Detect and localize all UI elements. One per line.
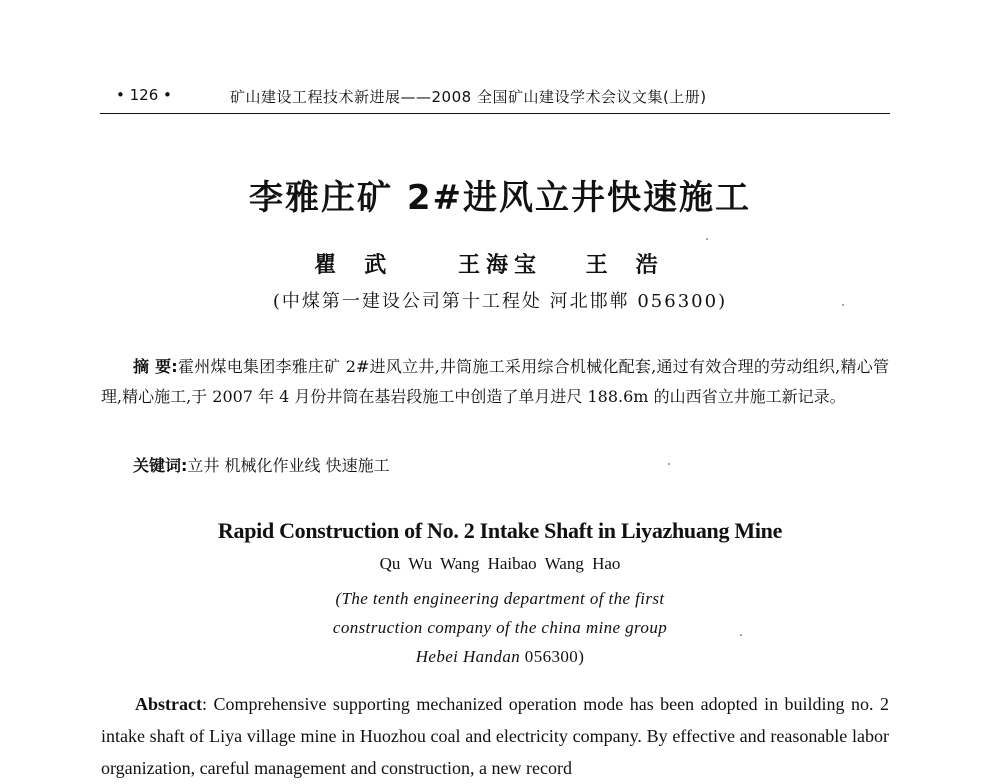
author-1-cn: 瞿武 (314, 252, 415, 278)
scan-speck (842, 304, 844, 306)
english-abstract-text: : Comprehensive supporting mechanized operation mode has been adopted in building no. 2 intake shaft of Liya village mine in Huozhou coal and electricity company. By effective and reasonable labor organization, careful management and construction, a new record (101, 694, 889, 778)
english-affiliation-line-1: (The tenth engineering department of the first (335, 589, 665, 608)
chinese-abstract-label: 摘 要: (133, 357, 178, 376)
header-rule (100, 113, 890, 114)
chinese-affiliation: (中煤第一建设公司第十工程处 河北邯郸 056300) (272, 291, 728, 312)
chinese-keywords-text: 立井 机械化作业线 快速施工 (187, 456, 390, 475)
chinese-authors (0, 248, 1000, 279)
english-abstract (101, 688, 889, 784)
author-3-cn: 王浩 (585, 252, 686, 278)
chinese-keywords (133, 453, 390, 476)
chinese-title: 李雅庄矿 2#进风立井快速施工 (249, 178, 751, 218)
english-affiliation-postcode: 056300) (524, 647, 585, 666)
chinese-abstract-text: 霍州煤电集团李雅庄矿 2#进风立井,井筒施工采用综合机械化配套,通过有效合理的劳动组织,精心管理,精心施工,于 2007 年 4 月份井筒在基岩段施工中创造了单月进尺 188.6m 的山西省立井施工新记录。 (101, 357, 889, 406)
scan-speck (706, 238, 708, 240)
english-affiliation-line-2: construction company of the china mine group (332, 618, 668, 637)
scan-speck (740, 634, 742, 636)
english-authors: Qu Wu Wang Haibao Wang Hao (379, 554, 621, 573)
author-2-cn: 王海宝 (457, 252, 542, 278)
scan-speck (668, 463, 670, 465)
english-title: Rapid Construction of No. 2 Intake Shaft in Liyazhuang Mine (217, 518, 783, 543)
chinese-abstract (101, 352, 889, 412)
running-header (112, 86, 890, 112)
english-affiliation-line-3 (0, 642, 1000, 671)
chinese-keywords-label: 关键词: (133, 456, 188, 475)
english-affiliation-place: Hebei Handan (415, 647, 521, 666)
english-affiliation (0, 584, 1000, 671)
page-number: • 126 • (116, 86, 172, 104)
english-abstract-label: Abstract (135, 694, 202, 714)
journal-title: 矿山建设工程技术新进展——2008 全国矿山建设学术会议文集(上册) (230, 88, 707, 106)
